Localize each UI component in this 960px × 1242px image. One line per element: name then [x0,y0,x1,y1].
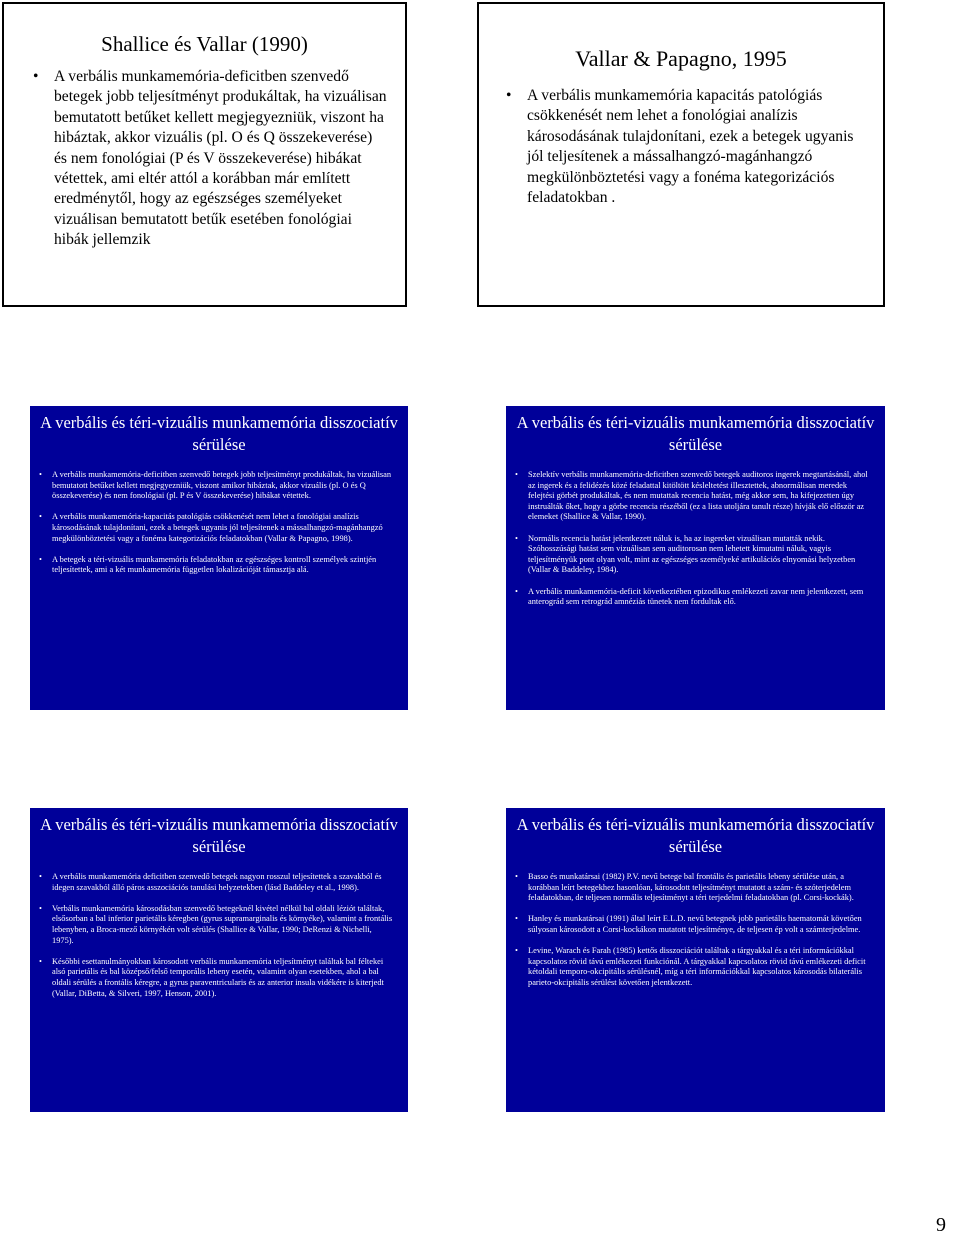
slide-5-bullets [30,872,408,999]
slide-4-bullet-2: • Normális recencia hatást jelentkezett náluk is, ha az ingereket vizuálisan mutatták nekik. Szóhosszúsági hatást sem vizuálisan sem auditorosan nem lehetett kimutatni náluk, vagyis teljesítményük pont olyan volt, mint az egészséges személyeké artikulációs elnyomási helyzetben (Vallar & Baddeley, 1984). [528,534,871,576]
slide-1-title: Shallice és Vallar (1990) [101,32,308,56]
slide-5 [30,808,408,1112]
slide-1-bullet-1: • A verbális munkamemória-deficitben szenvedő betegek jobb teljesítményt produkáltak, ha vizuálisan bemutatott betűket kellett megjegyezniük, viszont ha hibáztak, akkor vizuális (pl. O és Q összekeverése) és nem fonológiai (P és V összekeverése) hibákat vétettek, ami eltér attól a korábban már említett eredménytől, hogy az egészséges személyeket vizuálisan bemutatott betűk esetében fonológiai hibák jellemzik [54,67,387,251]
slide-5-bullet-3: • Későbbi esettanulmányokban károsodott verbális munkamemória teljesítményt találtak bal féltekei alsó parietális és bal középső/felső temporális lebeny esetén, valamint olyan esetekben, ahol a bal oldali sérülés a frontális kéregre, a gyrus paraventricularis és az anterior insula vidékére is kiterjedt (Vallar, DiBetta, & Silveri, 1997, Henson, 2001). [52,957,394,999]
slide-6 [506,808,885,1112]
slide-6-bullet-2: • Hanley és munkatársai (1991) által leírt E.L.D. nevű betegnek jobb parietális haematomát követően súlyosan károsodott a Corsi-kockákon mutatott teljesítménye, de teljesen ép volt a számterjedelme. [528,914,871,935]
page-number: 9 [936,1214,946,1236]
slide-3-bullet-3: • A betegek a téri-vizuális munkamemória feladatokban az egészséges kontroll személyek szintjén teljesítettek, ami a két munkamemória független lokalizációját támasztja alá. [52,555,394,576]
slide-2-bullet-1: • A verbális munkamemória kapacitás patológiás csökkenését nem lehet a fonológiai analízis károsodásának tulajdonítani, ezek a betegek ugyanis jól teljesítenek a mássalhangzó-magánhangzó megkülönböztetési vagy a fonéma kategorizációs feladatokban . [527,86,865,208]
slide-4-title: A verbális és téri-vizuális munkamemória disszociatív sérülése [516,413,875,454]
slide-5-bullet-2: • Verbális munkamemória károsodásban szenvedő betegeknél kivétel nélkül bal oldali léziót találtak, elsősorban a bal inferior parietális kéregben (gyrus supramarginalis és környéke), valamint a frontális lebenyben, a Broca-mező környékén volt sérülés (Shallice & Vallar, 1990; DeRenzi & Nichelli, 1975). [52,904,394,946]
slide-4-bullet-3: • A verbális munkamemória-deficit következtében epizodikus emlékezeti zavar nem jelentkezett, sem anterográd sem retrográd amnéziás tünetek nem fordultak elő. [528,587,871,608]
slide-5-bullet-1: • A verbális munkamemória deficitben szenvedő betegek nagyon rosszul teljesítettek a szavakból és idegen szavakból álló páros asszociációs tanulási helyzetekben (lásd Baddeley et al., 1998). [52,872,394,893]
slide-3-bullet-2: • A verbális munkamemória-kapacitás patológiás csökkenését nem lehet a fonológiai analízis károsodásának tulajdonítani, ezek a betegek ugyanis jól teljesítenek a mássalhangzó-magánhangzó megkülönböztetési vagy a fonéma kategorizációs feladatokban (Vallar & Papagno, 1998). [52,512,394,544]
slide-6-title: A verbális és téri-vizuális munkamemória disszociatív sérülése [516,815,875,856]
slide-2-title: Vallar & Papagno, 1995 [575,46,787,71]
slide-5-title: A verbális és téri-vizuális munkamemória disszociatív sérülése [40,815,398,856]
slide-2 [477,2,885,307]
slide-2-bullets [479,86,883,208]
slide-3-bullets [30,470,408,576]
slide-6-bullets [506,872,885,989]
slide-4 [506,406,885,710]
slide-6-bullet-3: • Levine, Warach és Farah (1985) kettős disszociációt találtak a tárgyakkal és a téri információkkal kapcsolatos rövid távú emlékezeti funkciónál. A tárgyakkal kapcsolatos rövid távú emlékezeti deficit kétoldali temporo-okcipitális sérülésnél, míg a téri információkkal kapcsolatos károsodás bilaterális parieto-okcipitális sérülést követően jelentkezett. [528,946,871,988]
slide-3-bullet-1: • A verbális munkamemória-deficitben szenvedő betegek jobb teljesítményt produkáltak, ha vizuálisan bemutatott betűket kellett megjegyezniük, viszont amikor hibáztak, akkor vizuális (pl. O és Q összekeverése) és nem fonológiai (pl. P és V összekeverése) hibákat vétettek. [52,470,394,502]
slide-1-bullets [4,67,405,251]
slide-1 [2,2,407,307]
slide-4-bullets [506,470,885,608]
slide-4-bullet-1: • Szelektív verbális munkamemória-deficitben szenvedő betegek auditoros ingerek megtartásánál, ahol az ingerek és a felidézés közé feladattal kitöltött késleltetést illesztettek, abnormálisan meredek felejtési görbét produkáltak, és nem mutattak recencia hatást, még akkor sem, ha kifejezetten úgy instruálták őket, hogy a görbe recencia részéből (ez a lista utoljára tanult része) hívják elő először az elemeket (Shallice & Vallar, 1990). [528,470,871,523]
slide-3 [30,406,408,710]
slide-3-title: A verbális és téri-vizuális munkamemória disszociatív sérülése [40,413,398,454]
slide-6-bullet-1: • Basso és munkatársai (1982) P.V. nevű betege bal frontális és parietális lebeny sérülése után, a korábban leírt betegekhez hasonlóan, károsodott teljesítményt mutatott a szám- és szóterjedelem feladatokban, de teljesen normális teljesítményt a téri terjedelmi feladatokban (pl. Corsi-kockák). [528,872,871,904]
